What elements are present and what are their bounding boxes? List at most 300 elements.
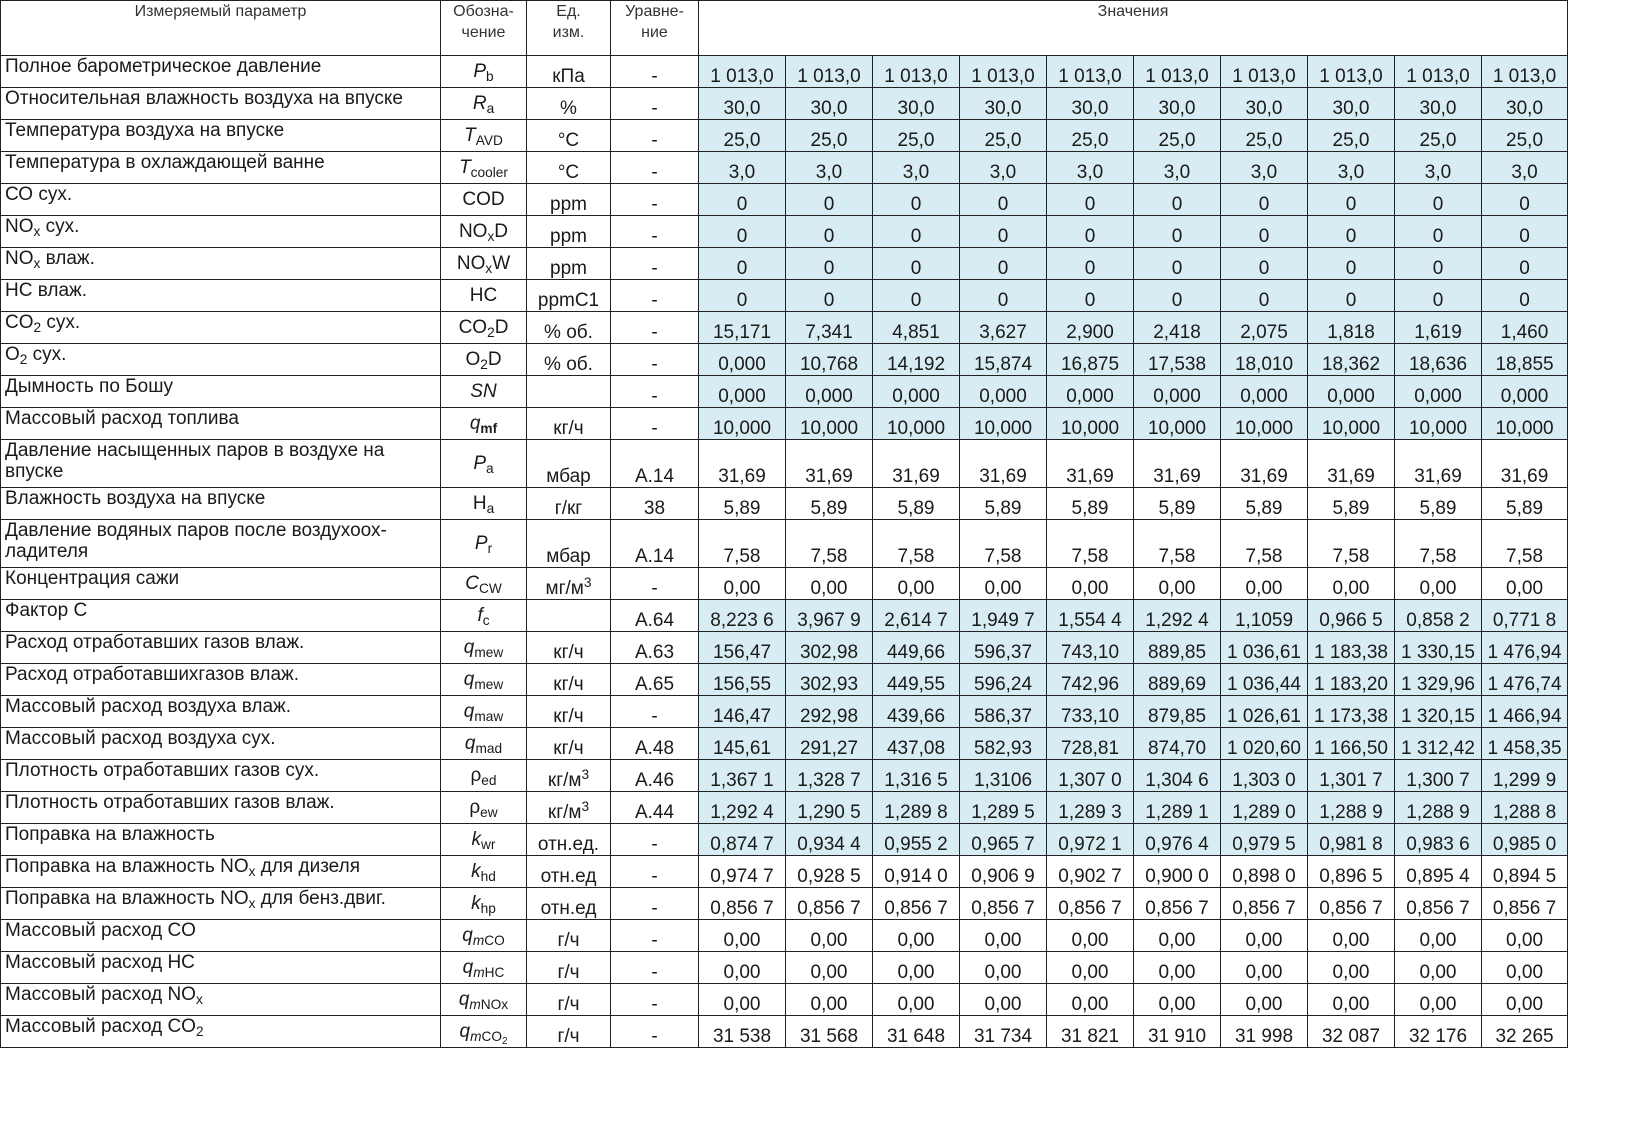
param-cell: Температура в охлаждающей ванне <box>1 152 441 184</box>
value-cell: 0 <box>1482 280 1568 312</box>
value-cell: 31,69 <box>1047 440 1134 488</box>
symbol-cell: $f_c$ <box>441 600 527 632</box>
unit-cell: кг/ч <box>527 664 611 696</box>
value-cell: 0,00 <box>1134 568 1221 600</box>
value-cell: 1,289 8 <box>873 792 960 824</box>
value-cell: 15,171 <box>699 312 786 344</box>
unit-cell <box>527 376 611 408</box>
param-cell: Массовый расход HC <box>1 952 441 984</box>
value-cell: 156,47 <box>699 632 786 664</box>
value-cell: 0,856 7 <box>1482 888 1568 920</box>
equation-cell: - <box>611 952 699 984</box>
value-cell: 302,93 <box>786 664 873 696</box>
value-cell: 0 <box>1308 248 1395 280</box>
value-cell: 1 173,38 <box>1308 696 1395 728</box>
value-cell: 1,289 1 <box>1134 792 1221 824</box>
value-cell: 7,58 <box>960 520 1047 568</box>
header-equation <box>611 1 699 56</box>
value-cell: 0,00 <box>1482 952 1568 984</box>
param-cell: Расход отработавшихгазов влаж. <box>1 664 441 696</box>
table-row <box>1 952 1568 984</box>
symbol-cell: $H_a$ <box>441 488 527 520</box>
value-cell: 1 013,0 <box>699 56 786 88</box>
value-cell: 0 <box>873 280 960 312</box>
symbol-cell: $q_{mew}$ <box>441 664 527 696</box>
value-cell: 145,61 <box>699 728 786 760</box>
param-cell: Давление водяных паров после воздухоох-ладителя <box>1 520 441 568</box>
value-cell: 32 265 <box>1482 1016 1568 1048</box>
value-cell: 3,0 <box>1395 152 1482 184</box>
value-cell: 3,0 <box>1047 152 1134 184</box>
value-cell: 1,292 4 <box>699 792 786 824</box>
value-cell: 1,304 6 <box>1134 760 1221 792</box>
equation-cell: - <box>611 376 699 408</box>
table-body <box>1 56 1568 1048</box>
value-cell: 0,928 5 <box>786 856 873 888</box>
value-cell: 0,00 <box>699 568 786 600</box>
header-values: Значения <box>699 1 1568 56</box>
value-cell: 2,614 7 <box>873 600 960 632</box>
value-cell: 0,858 2 <box>1395 600 1482 632</box>
table-row <box>1 520 1568 568</box>
unit-cell: $кг/м^3$ <box>527 760 611 792</box>
unit-cell: г/ч <box>527 1016 611 1048</box>
value-cell: 5,89 <box>873 488 960 520</box>
symbol-cell: $\rho_{ew}$ <box>441 792 527 824</box>
value-cell: 0 <box>1047 280 1134 312</box>
value-cell: 31,69 <box>699 440 786 488</box>
unit-cell: °C <box>527 120 611 152</box>
equation-cell: - <box>611 184 699 216</box>
value-cell: 0,902 7 <box>1047 856 1134 888</box>
value-cell: 0 <box>699 216 786 248</box>
value-cell: 0,00 <box>1395 984 1482 1016</box>
value-cell: 3,0 <box>1482 152 1568 184</box>
value-cell: 25,0 <box>1047 120 1134 152</box>
value-cell: 31 568 <box>786 1016 873 1048</box>
value-cell: 3,0 <box>1221 152 1308 184</box>
value-cell: 0,000 <box>1047 376 1134 408</box>
value-cell: 874,70 <box>1134 728 1221 760</box>
table-row <box>1 88 1568 120</box>
symbol-cell: $q_{mCO_2}$ <box>441 1016 527 1048</box>
value-cell: 7,58 <box>786 520 873 568</box>
value-cell: 31,69 <box>960 440 1047 488</box>
unit-cell: $кг/м^3$ <box>527 792 611 824</box>
value-cell: 1,301 7 <box>1308 760 1395 792</box>
equation-cell: - <box>611 408 699 440</box>
unit-cell: ppmC1 <box>527 280 611 312</box>
value-cell: 0 <box>1308 280 1395 312</box>
equation-cell: 38 <box>611 488 699 520</box>
header-row <box>1 1 1568 56</box>
value-cell: 0,856 7 <box>873 888 960 920</box>
value-cell: 30,0 <box>1047 88 1134 120</box>
value-cell: 596,24 <box>960 664 1047 696</box>
value-cell: 0,00 <box>1308 952 1395 984</box>
value-cell: 0 <box>786 184 873 216</box>
value-cell: 0,00 <box>1482 568 1568 600</box>
value-cell: 7,58 <box>873 520 960 568</box>
value-cell: 1 312,42 <box>1395 728 1482 760</box>
equation-cell: - <box>611 280 699 312</box>
table-row <box>1 152 1568 184</box>
value-cell: 1 013,0 <box>1308 56 1395 88</box>
value-cell: 10,000 <box>786 408 873 440</box>
value-cell: 31 734 <box>960 1016 1047 1048</box>
value-cell: 728,81 <box>1047 728 1134 760</box>
table-row <box>1 696 1568 728</box>
equation-cell: - <box>611 344 699 376</box>
param-cell: $O_2$ сух. <box>1 344 441 376</box>
unit-cell: г/ч <box>527 920 611 952</box>
param-cell: $NO_x$ сух. <box>1 216 441 248</box>
value-cell: 0,000 <box>699 376 786 408</box>
value-cell: 0 <box>1221 280 1308 312</box>
table-row <box>1 440 1568 488</box>
value-cell: 1 013,0 <box>1482 56 1568 88</box>
value-cell: 0,856 7 <box>1134 888 1221 920</box>
equation-cell: А.63 <box>611 632 699 664</box>
unit-cell: $мг/м^3$ <box>527 568 611 600</box>
value-cell: 0,00 <box>1221 984 1308 1016</box>
value-cell: 0 <box>786 280 873 312</box>
value-cell: 14,192 <box>873 344 960 376</box>
value-cell: 3,0 <box>873 152 960 184</box>
value-cell: 0 <box>1047 184 1134 216</box>
value-cell: 1 183,38 <box>1308 632 1395 664</box>
value-cell: 291,27 <box>786 728 873 760</box>
value-cell: 0,00 <box>1134 952 1221 984</box>
value-cell: 0 <box>1308 184 1395 216</box>
value-cell: 0,00 <box>1134 984 1221 1016</box>
value-cell: 18,855 <box>1482 344 1568 376</box>
table-row <box>1 632 1568 664</box>
value-cell: 0,00 <box>1047 920 1134 952</box>
param-cell: Дымность по Бошу <box>1 376 441 408</box>
value-cell: 733,10 <box>1047 696 1134 728</box>
value-cell: 1,292 4 <box>1134 600 1221 632</box>
value-cell: 1,328 7 <box>786 760 873 792</box>
table-row <box>1 376 1568 408</box>
value-cell: 4,851 <box>873 312 960 344</box>
value-cell: 0,966 5 <box>1308 600 1395 632</box>
value-cell: 449,55 <box>873 664 960 696</box>
value-cell: 5,89 <box>1482 488 1568 520</box>
value-cell: 5,89 <box>699 488 786 520</box>
value-cell: 302,98 <box>786 632 873 664</box>
param-cell: Концентрация сажи <box>1 568 441 600</box>
unit-cell <box>527 600 611 632</box>
value-cell: 10,000 <box>873 408 960 440</box>
value-cell: 0 <box>1221 248 1308 280</box>
value-cell: 7,58 <box>1308 520 1395 568</box>
value-cell: 1 013,0 <box>873 56 960 88</box>
param-cell: Поправка на влажность $NO_x$ для дизеля <box>1 856 441 888</box>
value-cell: 3,627 <box>960 312 1047 344</box>
table-row <box>1 600 1568 632</box>
value-cell: 0 <box>960 216 1047 248</box>
value-cell: 1 329,96 <box>1395 664 1482 696</box>
value-cell: 0,895 4 <box>1395 856 1482 888</box>
value-cell: 0,955 2 <box>873 824 960 856</box>
value-cell: 596,37 <box>960 632 1047 664</box>
value-cell: 0 <box>786 248 873 280</box>
value-cell: 449,66 <box>873 632 960 664</box>
value-cell: 31,69 <box>1395 440 1482 488</box>
value-cell: 582,93 <box>960 728 1047 760</box>
value-cell: 0,972 1 <box>1047 824 1134 856</box>
value-cell: 889,85 <box>1134 632 1221 664</box>
equation-cell: - <box>611 856 699 888</box>
value-cell: 1 036,44 <box>1221 664 1308 696</box>
symbol-cell: $C_{CW}$ <box>441 568 527 600</box>
value-cell: 31,69 <box>786 440 873 488</box>
value-cell: 1 458,35 <box>1482 728 1568 760</box>
value-cell: 0 <box>699 248 786 280</box>
symbol-cell: $T_{AVD}$ <box>441 120 527 152</box>
value-cell: 0,00 <box>1482 984 1568 1016</box>
value-cell: 0 <box>873 184 960 216</box>
value-cell: 0,000 <box>1308 376 1395 408</box>
value-cell: 25,0 <box>1221 120 1308 152</box>
unit-cell: % об. <box>527 312 611 344</box>
value-cell: 0 <box>873 216 960 248</box>
param-cell: СО сух. <box>1 184 441 216</box>
value-cell: 1 026,61 <box>1221 696 1308 728</box>
param-cell: Полное барометрическое давление <box>1 56 441 88</box>
table-row <box>1 216 1568 248</box>
value-cell: 0,00 <box>873 952 960 984</box>
value-cell: 30,0 <box>1482 88 1568 120</box>
equation-cell: - <box>611 696 699 728</box>
value-cell: 7,341 <box>786 312 873 344</box>
value-cell: 5,89 <box>1221 488 1308 520</box>
unit-cell: кг/ч <box>527 632 611 664</box>
value-cell: 292,98 <box>786 696 873 728</box>
symbol-cell: $CO_2D$ <box>441 312 527 344</box>
unit-cell: отн.ед <box>527 856 611 888</box>
value-cell: 1,460 <box>1482 312 1568 344</box>
value-cell: 1 476,74 <box>1482 664 1568 696</box>
unit-cell: кПа <box>527 56 611 88</box>
value-cell: 586,37 <box>960 696 1047 728</box>
param-cell: Массовый расход CO <box>1 920 441 952</box>
value-cell: 0,00 <box>1308 920 1395 952</box>
value-cell: 1,289 0 <box>1221 792 1308 824</box>
value-cell: 889,69 <box>1134 664 1221 696</box>
value-cell: 7,58 <box>699 520 786 568</box>
equation-cell: - <box>611 984 699 1016</box>
value-cell: 10,000 <box>1395 408 1482 440</box>
value-cell: 0,000 <box>1395 376 1482 408</box>
value-cell: 32 176 <box>1395 1016 1482 1048</box>
value-cell: 31 998 <box>1221 1016 1308 1048</box>
equation-cell: - <box>611 216 699 248</box>
symbol-cell: COD <box>441 184 527 216</box>
symbol-cell: $q_{mHC}$ <box>441 952 527 984</box>
symbol-cell: $k_{hd}$ <box>441 856 527 888</box>
value-cell: 0 <box>1047 248 1134 280</box>
value-cell: 1 166,50 <box>1308 728 1395 760</box>
value-cell: 1 013,0 <box>1221 56 1308 88</box>
value-cell: 0,974 7 <box>699 856 786 888</box>
symbol-cell: SN <box>441 376 527 408</box>
value-cell: 0,896 5 <box>1308 856 1395 888</box>
value-cell: 1,818 <box>1308 312 1395 344</box>
value-cell: 156,55 <box>699 664 786 696</box>
value-cell: 1,288 9 <box>1308 792 1395 824</box>
value-cell: 0 <box>1134 248 1221 280</box>
symbol-cell: $k_{wr}$ <box>441 824 527 856</box>
table-row <box>1 1016 1568 1048</box>
value-cell: 7,58 <box>1221 520 1308 568</box>
value-cell: 0,874 7 <box>699 824 786 856</box>
value-cell: 30,0 <box>960 88 1047 120</box>
value-cell: 0 <box>960 184 1047 216</box>
value-cell: 0,856 7 <box>1395 888 1482 920</box>
param-cell: Плотность отработавших газов влаж. <box>1 792 441 824</box>
value-cell: 0,771 8 <box>1482 600 1568 632</box>
value-cell: 7,58 <box>1134 520 1221 568</box>
value-cell: 0,00 <box>1482 920 1568 952</box>
unit-cell: г/ч <box>527 952 611 984</box>
value-cell: 0,856 7 <box>1047 888 1134 920</box>
value-cell: 0,898 0 <box>1221 856 1308 888</box>
value-cell: 17,538 <box>1134 344 1221 376</box>
symbol-cell: $NO_xD$ <box>441 216 527 248</box>
equation-cell: - <box>611 568 699 600</box>
value-cell: 0,00 <box>1395 568 1482 600</box>
value-cell: 31,69 <box>1134 440 1221 488</box>
symbol-cell: $q_{mad}$ <box>441 728 527 760</box>
param-cell: Массовый расход воздуха сух. <box>1 728 441 760</box>
value-cell: 1 013,0 <box>786 56 873 88</box>
value-cell: 1 036,61 <box>1221 632 1308 664</box>
unit-cell: г/ч <box>527 984 611 1016</box>
table-row <box>1 568 1568 600</box>
value-cell: 879,85 <box>1134 696 1221 728</box>
value-cell: 1,288 8 <box>1482 792 1568 824</box>
value-cell: 18,362 <box>1308 344 1395 376</box>
table-row <box>1 888 1568 920</box>
value-cell: 0,00 <box>873 984 960 1016</box>
value-cell: 0 <box>1221 216 1308 248</box>
table-row <box>1 120 1568 152</box>
value-cell: 0,00 <box>960 920 1047 952</box>
value-cell: 0,000 <box>699 344 786 376</box>
equation-cell: - <box>611 920 699 952</box>
param-cell: Плотность отработавших газов сух. <box>1 760 441 792</box>
value-cell: 0 <box>1134 280 1221 312</box>
value-cell: 0 <box>1482 216 1568 248</box>
value-cell: 0,00 <box>1047 952 1134 984</box>
value-cell: 3,967 9 <box>786 600 873 632</box>
symbol-cell: $P_r$ <box>441 520 527 568</box>
symbol-cell: $P_a$ <box>441 440 527 488</box>
value-cell: 0,00 <box>699 920 786 952</box>
value-cell: 1 013,0 <box>1134 56 1221 88</box>
value-cell: 0 <box>699 280 786 312</box>
value-cell: 25,0 <box>1395 120 1482 152</box>
symbol-cell: $q_{mCO}$ <box>441 920 527 952</box>
value-cell: 18,636 <box>1395 344 1482 376</box>
value-cell: 1,316 5 <box>873 760 960 792</box>
symbol-cell: $k_{hp}$ <box>441 888 527 920</box>
unit-cell: кг/ч <box>527 408 611 440</box>
value-cell: 25,0 <box>786 120 873 152</box>
value-cell: 0 <box>873 248 960 280</box>
param-cell: Массовый расход $CO_2$ <box>1 1016 441 1048</box>
value-cell: 32 087 <box>1308 1016 1395 1048</box>
value-cell: 31 648 <box>873 1016 960 1048</box>
value-cell: 437,08 <box>873 728 960 760</box>
value-cell: 31,69 <box>873 440 960 488</box>
param-cell: Давление насыщенных паров в воздухе на впуске <box>1 440 441 488</box>
table-row <box>1 248 1568 280</box>
unit-cell: ppm <box>527 216 611 248</box>
value-cell: 1 183,20 <box>1308 664 1395 696</box>
value-cell: 1,299 9 <box>1482 760 1568 792</box>
table-row <box>1 824 1568 856</box>
param-cell: Относительная влажность воздуха на впуске <box>1 88 441 120</box>
equation-cell: - <box>611 824 699 856</box>
value-cell: 0,856 7 <box>1308 888 1395 920</box>
table-row <box>1 488 1568 520</box>
value-cell: 1 466,94 <box>1482 696 1568 728</box>
unit-cell: кг/ч <box>527 728 611 760</box>
value-cell: 0,00 <box>1308 568 1395 600</box>
value-cell: 1 013,0 <box>1395 56 1482 88</box>
unit-cell: мбар <box>527 440 611 488</box>
value-cell: 0,976 4 <box>1134 824 1221 856</box>
value-cell: 0,000 <box>873 376 960 408</box>
value-cell: 10,000 <box>699 408 786 440</box>
value-cell: 0 <box>1308 216 1395 248</box>
value-cell: 30,0 <box>1221 88 1308 120</box>
table-row <box>1 920 1568 952</box>
value-cell: 0,00 <box>1134 920 1221 952</box>
value-cell: 25,0 <box>699 120 786 152</box>
value-cell: 5,89 <box>960 488 1047 520</box>
equation-cell: А.44 <box>611 792 699 824</box>
table-row <box>1 408 1568 440</box>
value-cell: 0,894 5 <box>1482 856 1568 888</box>
header-equation-text: Уравне- ние <box>625 3 684 41</box>
unit-cell: % об. <box>527 344 611 376</box>
value-cell: 1 013,0 <box>1047 56 1134 88</box>
symbol-cell: $\rho_{ed}$ <box>441 760 527 792</box>
equation-cell: - <box>611 120 699 152</box>
value-cell: 10,000 <box>960 408 1047 440</box>
param-cell: Фактор С <box>1 600 441 632</box>
param-cell: НС влаж. <box>1 280 441 312</box>
value-cell: 0 <box>1395 248 1482 280</box>
value-cell: 0 <box>1482 184 1568 216</box>
value-cell: 1 330,15 <box>1395 632 1482 664</box>
value-cell: 0,856 7 <box>786 888 873 920</box>
value-cell: 30,0 <box>1308 88 1395 120</box>
value-cell: 0 <box>960 280 1047 312</box>
value-cell: 31 910 <box>1134 1016 1221 1048</box>
value-cell: 0 <box>699 184 786 216</box>
value-cell: 0,000 <box>960 376 1047 408</box>
param-cell: Влажность воздуха на впуске <box>1 488 441 520</box>
header-unit <box>527 1 611 56</box>
value-cell: 0 <box>1482 248 1568 280</box>
table-row <box>1 312 1568 344</box>
value-cell: 25,0 <box>873 120 960 152</box>
